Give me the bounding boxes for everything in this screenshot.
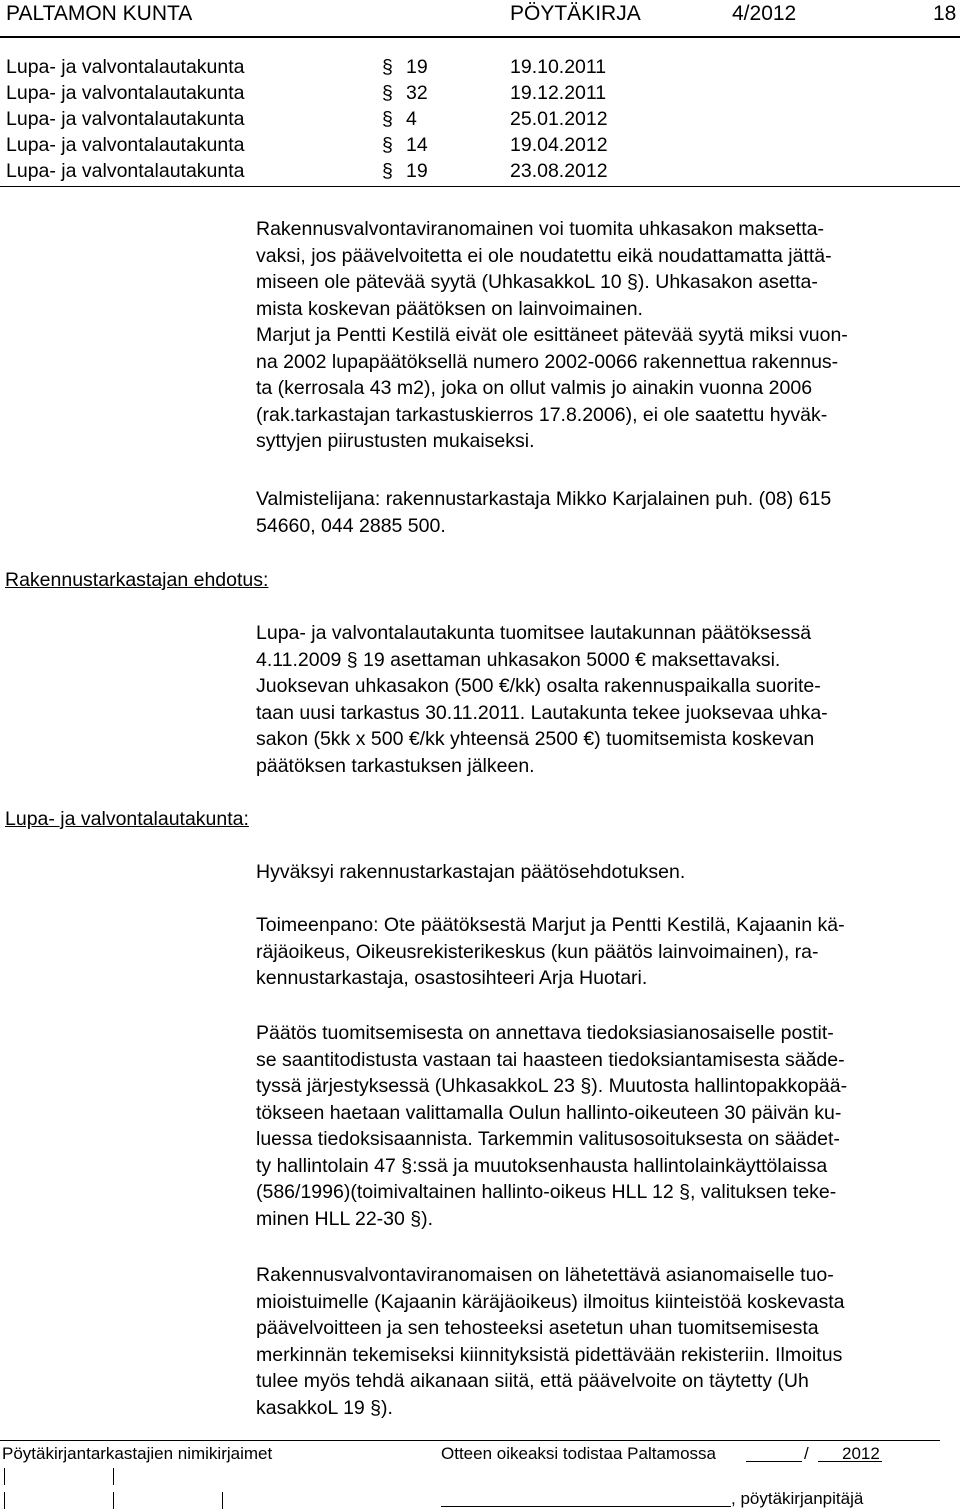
section-icon: § (382, 134, 393, 156)
paragraph-preparer: Valmistelijana: rakennustarkastaja Mikko Karjalainen puh. (08) 615 54660, 044 2885 500. (256, 488, 832, 537)
reference-body: Lupa- ja valvontalautakunta (6, 82, 245, 104)
inspectors-initials-label: Pöytäkirjantarkastajien nimikirjaimet (2, 1444, 273, 1463)
reference-row (6, 54, 726, 80)
proposal-label: Rakennustarkastajan ehdotus: (5, 569, 269, 591)
signature-line (441, 1506, 731, 1507)
section-icon: § (382, 160, 393, 182)
section-icon: § (382, 56, 393, 78)
certification-day-line (746, 1461, 802, 1462)
paragraph-execution: Toimeenpano: Ote päätöksestä Marjut ja Pentti Kestilä, Kajaanin kä- räjäoikeus, Oikeusrekisterikeskus (kun päätös lainvoimainen), ra- kennustarkastaja, osastosihteeri Arja Huotari. (256, 914, 845, 989)
reference-number: 4 (406, 108, 417, 130)
municipality-name: PALTAMON KUNTA (6, 2, 193, 25)
reference-date: 19.12.2011 (510, 82, 607, 104)
board-label: Lupa- ja valvontalautakunta: (5, 808, 249, 830)
reference-number: 19 (406, 160, 428, 182)
reference-row (6, 158, 726, 184)
initials-box-divider (4, 1492, 5, 1509)
paragraph-notice: Rakennusvalvontaviranomaisen on lähetettävä asianomaiselle tuo- mioistuimelle (Kajaanin käräjäoikeus) ilmoitus kiinteistöä koskevasta päävelvoitteen ja sen tehosteeksi asetetun uhan tuomitsemisesta merkinnän tekemiseksi kiinnityksistä pidettävään rekisteriin. Ilmoitus tulee myös tehdä aikanaan siitä, että päävelvoite on täytetty (Uh kasakkoL 19 §). (256, 1264, 845, 1419)
initials-box-divider (113, 1468, 114, 1485)
initials-box-divider (222, 1492, 223, 1509)
reference-number: 14 (406, 134, 428, 156)
paragraph-appeal: Päätös tuomitsemisesta on annettava tiedoksiasianosaiselle postit- se saantitodistusta vastaan tai haasteen tiedoksiantamisesta säăde- tyssä järjestyksessä (UhkasakkoL 23 §). Muutosta hallintopakkopää- tökseen haetaan valittamalla Oulun hallinto-oikeuteen 30 päivän ku- luessa tiedoksisaannista. Tarkemmin valitusosoituksesta on säädet- ty hallintolain 47 §:ssä ja muutoksenhausta hallintolainkäyttölaissa (586/1996)(toimivaltainen hallinto-oikeus HLL 12 §, valituksen teke- minen HLL 22-30 §). (256, 1022, 848, 1230)
reference-row (6, 106, 726, 132)
reference-row (6, 80, 726, 106)
reference-date: 19.10.2011 (510, 56, 607, 78)
reference-body: Lupa- ja valvontalautakunta (6, 108, 245, 130)
paragraph-proposal: Lupa- ja valvontalautakunta tuomitsee lautakunnan päätöksessä 4.11.2009 § 19 asettaman uhkasakon 5000 € maksettavaksi. Juoksevan uhkasakon (500 €/kk) osalta rakennuspaikalla suorite- taan uusi tarkastus 30.11.2011. Lautakunta tekee juoksevaa uhka- sakon (5kk x 500 €/kk yhteensä 2500 €) tuomitsemista koskevan päätöksen tarkastuksen jälkeen. (256, 622, 828, 777)
paragraph-decision: Hyväksyi rakennustarkastajan päätösehdotuksen. (256, 861, 686, 883)
document-type: PÖYTÄKIRJA (510, 2, 641, 25)
reference-body: Lupa- ja valvontalautakunta (6, 160, 245, 182)
reference-number: 32 (406, 82, 428, 104)
reference-body: Lupa- ja valvontalautakunta (6, 134, 245, 156)
reference-date: 25.01.2012 (510, 108, 608, 130)
footer-divider (0, 1440, 940, 1441)
reference-date: 19.04.2012 (510, 134, 608, 156)
references-divider (0, 186, 960, 187)
initials-box-divider (4, 1468, 5, 1485)
paragraph-grounds: Rakennusvalvontaviranomainen voi tuomita uhkasakon maksetta- vaksi, jos päävelvoitetta ei ole noudatettu eikä noudattamatta jättä- miseen ole pätevää syytä (UhkasakkoL 10 §). Uhkasakon asetta- mista koskevan päätöksen on lainvoimainen. Marjut ja Pentti Kestilä eivät ole esittäneet pätevää syytä miksi vuon- na 2002 lupapäätöksellä numero 2002-0066 rakennettua rakennus- ta (kerrosala 43 m2), joka on ollut valmis jo ainakin vuonna 2006 (rak.tarkastajan tarkastuskierros 17.8.2006), ei ole saatettu hyväk- syttyjen piirustusten mukaiseksi. (256, 218, 848, 452)
reference-number: 19 (406, 56, 428, 78)
header-divider (0, 36, 960, 38)
signature-label: , pöytäkirjanpitäjä (731, 1489, 864, 1508)
section-icon: § (382, 82, 393, 104)
reference-row (6, 132, 726, 158)
certification-label: Otteen oikeaksi todistaa Paltamossa (441, 1444, 716, 1463)
reference-date: 23.08.2012 (510, 160, 608, 182)
document-number: 4/2012 (732, 2, 797, 25)
certification-slash: / (804, 1444, 809, 1463)
page-number: 18 (933, 2, 957, 25)
certification-year: 2012 (842, 1444, 880, 1463)
initials-box-divider (113, 1492, 114, 1509)
reference-body: Lupa- ja valvontalautakunta (6, 56, 245, 78)
section-icon: § (382, 108, 393, 130)
